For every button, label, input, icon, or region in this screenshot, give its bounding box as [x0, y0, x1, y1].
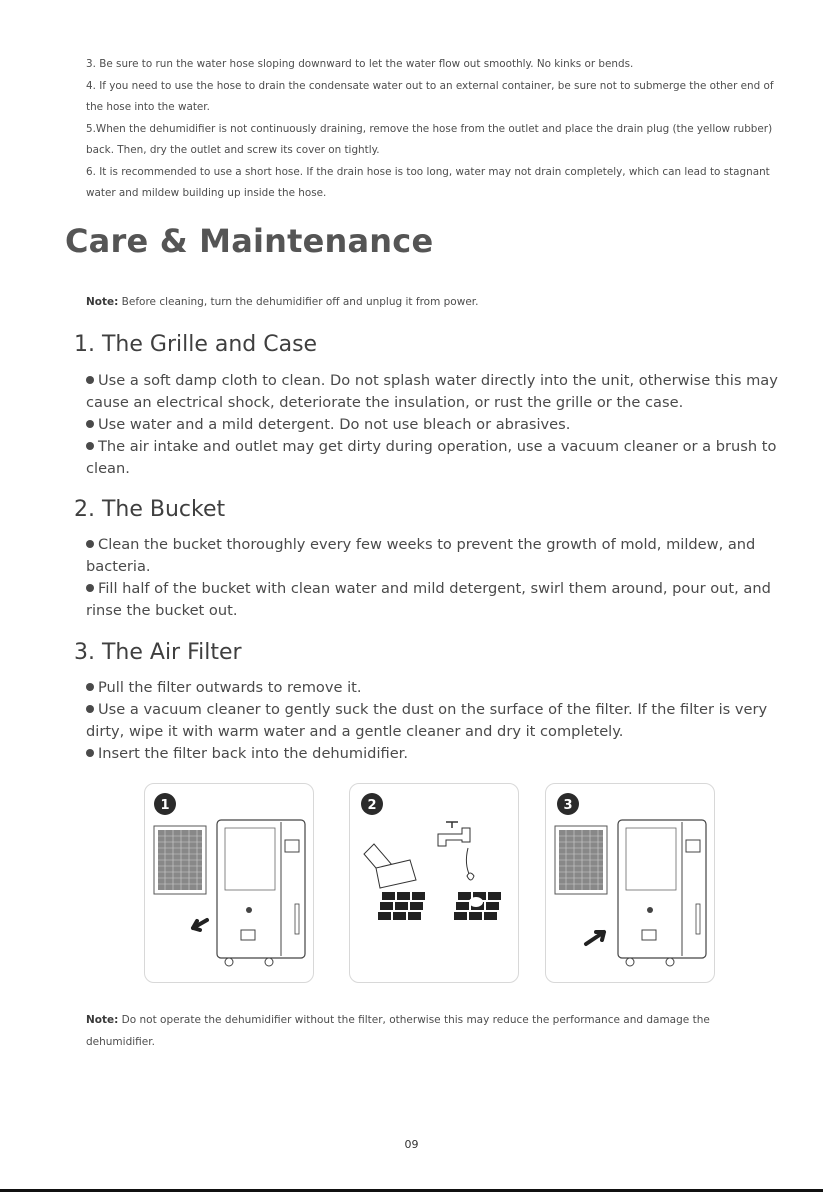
bullet-item: Use a vacuum cleaner to gently suck the dust on the surface of the filter. If the filter is very dirty, wipe it with warm water and a gentle cleaner and dry it completely.	[86, 701, 768, 740]
page-title: Care & Maintenance	[65, 222, 434, 260]
note-filter-warning	[86, 1009, 766, 1053]
section-heading-bucket: 2. The Bucket	[74, 497, 226, 522]
filter-removal-illustration-icon	[145, 784, 313, 982]
figure-step-3-insert-filter	[545, 783, 715, 983]
figure-step-1-remove-filter	[144, 783, 314, 983]
bullet-item: Fill half of the bucket with clean water and mild detergent, swirl them around, pour out, and rinse the bucket out.	[86, 580, 771, 619]
section-heading-grille-case: 1. The Grille and Case	[74, 332, 318, 357]
bullet-dot-icon	[86, 705, 94, 713]
step-number: 2	[367, 798, 377, 813]
intro-item-3: 3. Be sure to run the water hose sloping downward to let the water flow out smoothly. No kinks or bends.	[86, 58, 634, 70]
section-heading-air-filter: 3. The Air Filter	[74, 640, 242, 665]
page-number: 09	[404, 1138, 419, 1151]
bullet-dot-icon	[86, 540, 94, 548]
figure-step-2-clean-filter	[349, 783, 519, 983]
step-number: 3	[563, 798, 573, 813]
bullet-dot-icon	[86, 683, 94, 691]
note-before-cleaning	[86, 291, 478, 313]
bullet-item: Insert the filter back into the dehumidifier.	[86, 743, 791, 765]
bullet-item: The air intake and outlet may get dirty during operation, use a vacuum cleaner or a brush to clean.	[86, 438, 777, 477]
bullet-item: Pull the filter outwards to remove it.	[86, 677, 791, 699]
step-number: 1	[160, 798, 170, 813]
bullet-dot-icon	[86, 420, 94, 428]
section-body-grille-case	[86, 370, 791, 480]
bullet-item: Clean the bucket thoroughly every few weeks to prevent the growth of mold, mildew, and bacteria.	[86, 536, 756, 575]
bullet-item: Use a soft damp cloth to clean. Do not splash water directly into the unit, otherwise this may cause an electrical shock, deteriorate the insulation, or rust the grille or the case.	[86, 372, 778, 411]
intro-item-4: 4. If you need to use the hose to drain the condensate water out to an external container, be sure not to submerge the other end of the hose into the water.	[86, 79, 774, 113]
note-label: Note:	[86, 1014, 119, 1026]
bullet-item: Use water and a mild detergent. Do not use bleach or abrasives.	[86, 414, 791, 436]
note-text: Before cleaning, turn the dehumidifier off and unplug it from power.	[118, 296, 479, 308]
intro-item-5: 5.When the dehumidifier is not continuously draining, remove the hose from the outlet and place the drain plug (the yellow rubber) back. Then, dry the outlet and screw its cover on tightly.	[86, 122, 773, 156]
bullet-dot-icon	[86, 584, 94, 592]
bullet-dot-icon	[86, 442, 94, 450]
filter-insertion-illustration-icon	[546, 784, 714, 982]
note-label: Note:	[86, 296, 119, 308]
intro-instructions	[86, 54, 786, 205]
filter-cleaning-illustration-icon	[350, 784, 518, 982]
note-text: Do not operate the dehumidifier without the filter, otherwise this may reduce the performance and damage the dehumidifier.	[86, 1014, 710, 1048]
bullet-dot-icon	[86, 376, 94, 384]
section-body-bucket	[86, 534, 791, 622]
intro-item-6: 6. It is recommended to use a short hose. If the drain hose is too long, water may not drain completely, which can lead to stagnant water and mildew building up inside the hose.	[86, 165, 770, 199]
section-body-air-filter	[86, 677, 791, 765]
bullet-dot-icon	[86, 749, 94, 757]
